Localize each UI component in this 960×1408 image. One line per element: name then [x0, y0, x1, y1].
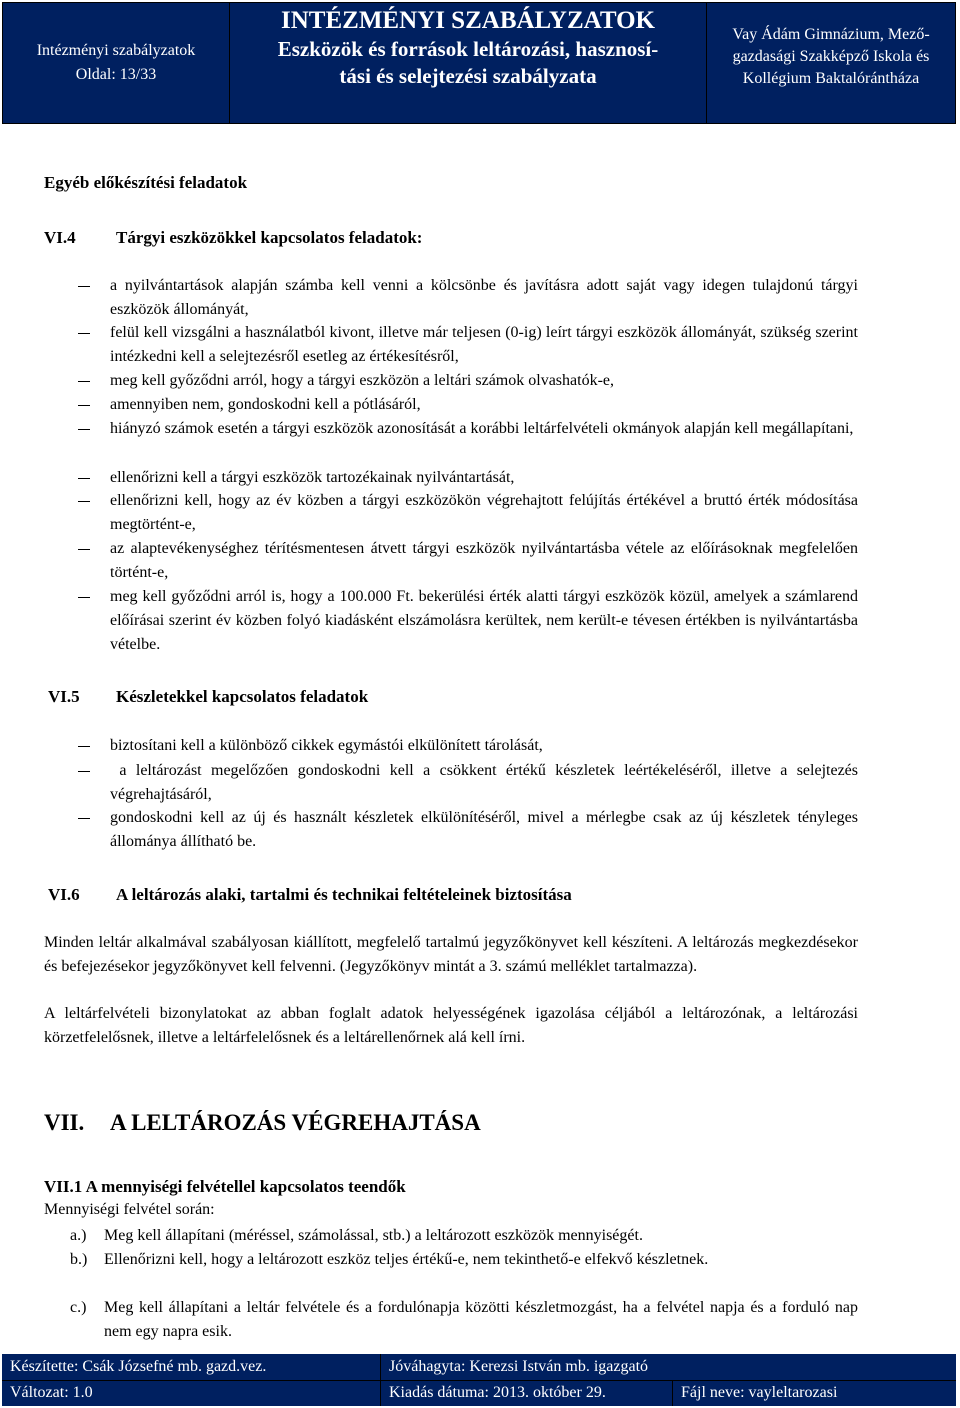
vii-title: A LELTÁROZÁS VÉGREHAJTÁSA	[110, 1110, 481, 1135]
list-bullet	[78, 746, 90, 747]
list-bullet	[78, 478, 90, 479]
list-bullet	[78, 818, 90, 819]
header-title-cell	[230, 3, 707, 123]
list-item: meg kell győződni arról, hogy a tárgyi eszközön a leltári számok olvashatók-e,	[110, 372, 614, 389]
vii1-item-text: Meg kell állapítani (méréssel, számolással, stb.) a leltározott eszközök mennyiségét.	[104, 1227, 643, 1244]
list-bullet	[78, 501, 90, 502]
vi6-paragraph-1: Minden leltár alkalmával szabályosan kiállított, megfelelő tartalmú jegyzőkönyvet kell készíteni. A leltározás megkezdésekor és befejezésekor jegyzőkönyvet kell felvenni. (Jegyzőkönyv mintát a 3. számú melléklet tartalmazza).	[44, 934, 858, 975]
vi6-paragraph-2: A leltárfelvételi bizonylatokat az abban foglalt adatok helyességének igazolása céljából a leltározónak, a leltározási körzetfelelősnek, illetve a leltárfelelősnek és a leltárellenőrnek alá kell írni.	[44, 1005, 858, 1046]
header-page-number: Oldal: 13/33	[75, 66, 157, 83]
footer-file-name: Fájl neve: vayleltarozasi	[672, 1380, 956, 1406]
vii1-item-label: a.)	[70, 1227, 87, 1244]
vii-number: VII.	[44, 1110, 85, 1135]
header-institution-line2: gazdasági Szakképző Iskola és	[732, 48, 930, 65]
vi6-title: A leltározás alaki, tartalmi és technikai feltételeinek biztosítása	[116, 885, 572, 904]
footer-row	[2, 1354, 956, 1381]
header-institution-line1: Vay Ádám Gimnázium, Mező-	[732, 26, 930, 43]
vii1-intro: Mennyiségi felvétel során:	[44, 1201, 215, 1218]
vii1-title: VII.1 A mennyiségi felvétellel kapcsolatos teendők	[44, 1177, 406, 1196]
list-bullet	[78, 429, 90, 430]
prep-heading: Egyéb előkészítési feladatok	[44, 173, 248, 192]
list-item: meg kell győződni arról is, hogy a 100.000 Ft. bekerülési érték alatti tárgyi eszközök közül, amelyek a számlarend előírásai szerint év közben folyó kiadásként elszámolásra kerültek, nem került-e tévesen értékben is nyilvántartásba vételbe.	[110, 588, 858, 653]
vi5-number: VI.5	[48, 687, 80, 706]
vi5-title: Készletekkel kapcsolatos feladatok	[116, 687, 369, 706]
list-item: a leltározást megelőzően gondoskodni kell a csökkent értékű készletek leértékeléséről, illetve a selejtezés végrehajtásáról,	[110, 762, 863, 803]
footer-approved: Jóváhagyta: Kerezsi István mb. igazgató	[380, 1354, 956, 1380]
header-institution-line3: Kollégium Baktalórántháza	[742, 70, 920, 87]
footer-author: Készítette: Csák Józsefné mb. gazd.vez.	[10, 1358, 267, 1375]
document-footer	[2, 1354, 956, 1406]
document-header	[2, 2, 956, 124]
vii1-item-text: Meg kell állapítani a leltár felvétele és a fordulónapja közötti készletmozgást, ha a felvétel napja és a forduló nap nem egy napra esik.	[104, 1299, 858, 1340]
list-bullet	[78, 771, 90, 772]
header-left-cell	[3, 3, 230, 123]
list-item: biztosítani kell a különböző cikkek egymástói elkülönített tárolását,	[110, 737, 543, 754]
list-bullet	[78, 381, 90, 382]
header-doc-category: Intézményi szabályzatok	[36, 42, 196, 59]
vi6-number: VI.6	[48, 885, 80, 904]
list-item: ellenőrizni kell a tárgyi eszközök tartozékainak nyilvántartását,	[110, 469, 515, 486]
vii1-item-text: Ellenőrizni kell, hogy a leltározott eszköz teljes értékű-e, nem tekinthető-e elfekvő készletnek.	[104, 1251, 709, 1268]
list-bullet	[78, 549, 90, 550]
footer-version: Változat: 1.0	[10, 1384, 93, 1401]
list-item: a nyilvántartások alapján számba kell venni a kölcsönbe és javításra adott saját vagy idegen tulajdonú tárgyi eszközök állományát,	[110, 277, 858, 318]
list-bullet	[78, 405, 90, 406]
vii1-item-label: b.)	[70, 1251, 88, 1268]
header-institution-cell	[707, 0, 955, 123]
header-subtitle-line1: Eszközök és források leltározási, hasznosí-	[277, 37, 659, 61]
list-item: gondoskodni kell az új és használt készletek elkülönítéséről, mivel a mérlegbe csak az új készletek tényleges állománya állítható be.	[110, 809, 858, 850]
list-item: ellenőrizni kell, hogy az év közben a tárgyi eszközökön végrehajtott felújítás értékével a bruttó érték módosítása megtörtént-e,	[110, 492, 858, 533]
footer-issue-date: Kiadás dátuma: 2013. október 29.	[380, 1380, 672, 1406]
vii1-item-label: c.)	[70, 1299, 87, 1316]
list-item: az alaptevékenységhez térítésmentesen átvett tárgyi eszközök nyilvántartásba vétele az előírásoknak megfelelően történt-e,	[110, 540, 858, 581]
list-item: felül kell vizsgálni a használatból kivont, illetve már teljesen (0-ig) leírt tárgyi eszközök állományát, szükség szerint intézkedni kell a selejtezésről esetleg az értékesítésről,	[110, 324, 858, 365]
list-item: amennyiben nem, gondoskodni kell a pótlásáról,	[110, 396, 421, 413]
footer-row	[2, 1380, 956, 1406]
vi4-number: VI.4	[44, 228, 76, 247]
list-item: hiányzó számok esetén a tárgyi eszközök azonosítását a korábbi leltárfelvételi okmányok alapján kell megállapítani,	[110, 420, 854, 437]
list-bullet	[78, 286, 90, 287]
list-bullet	[78, 597, 90, 598]
list-bullet	[78, 333, 90, 334]
vi4-title: Tárgyi eszközökkel kapcsolatos feladatok:	[116, 228, 423, 247]
header-title: INTÉZMÉNYI SZABÁLYZATOK	[281, 7, 655, 34]
header-subtitle-line2: tási és selejtezési szabályzata	[339, 64, 597, 88]
